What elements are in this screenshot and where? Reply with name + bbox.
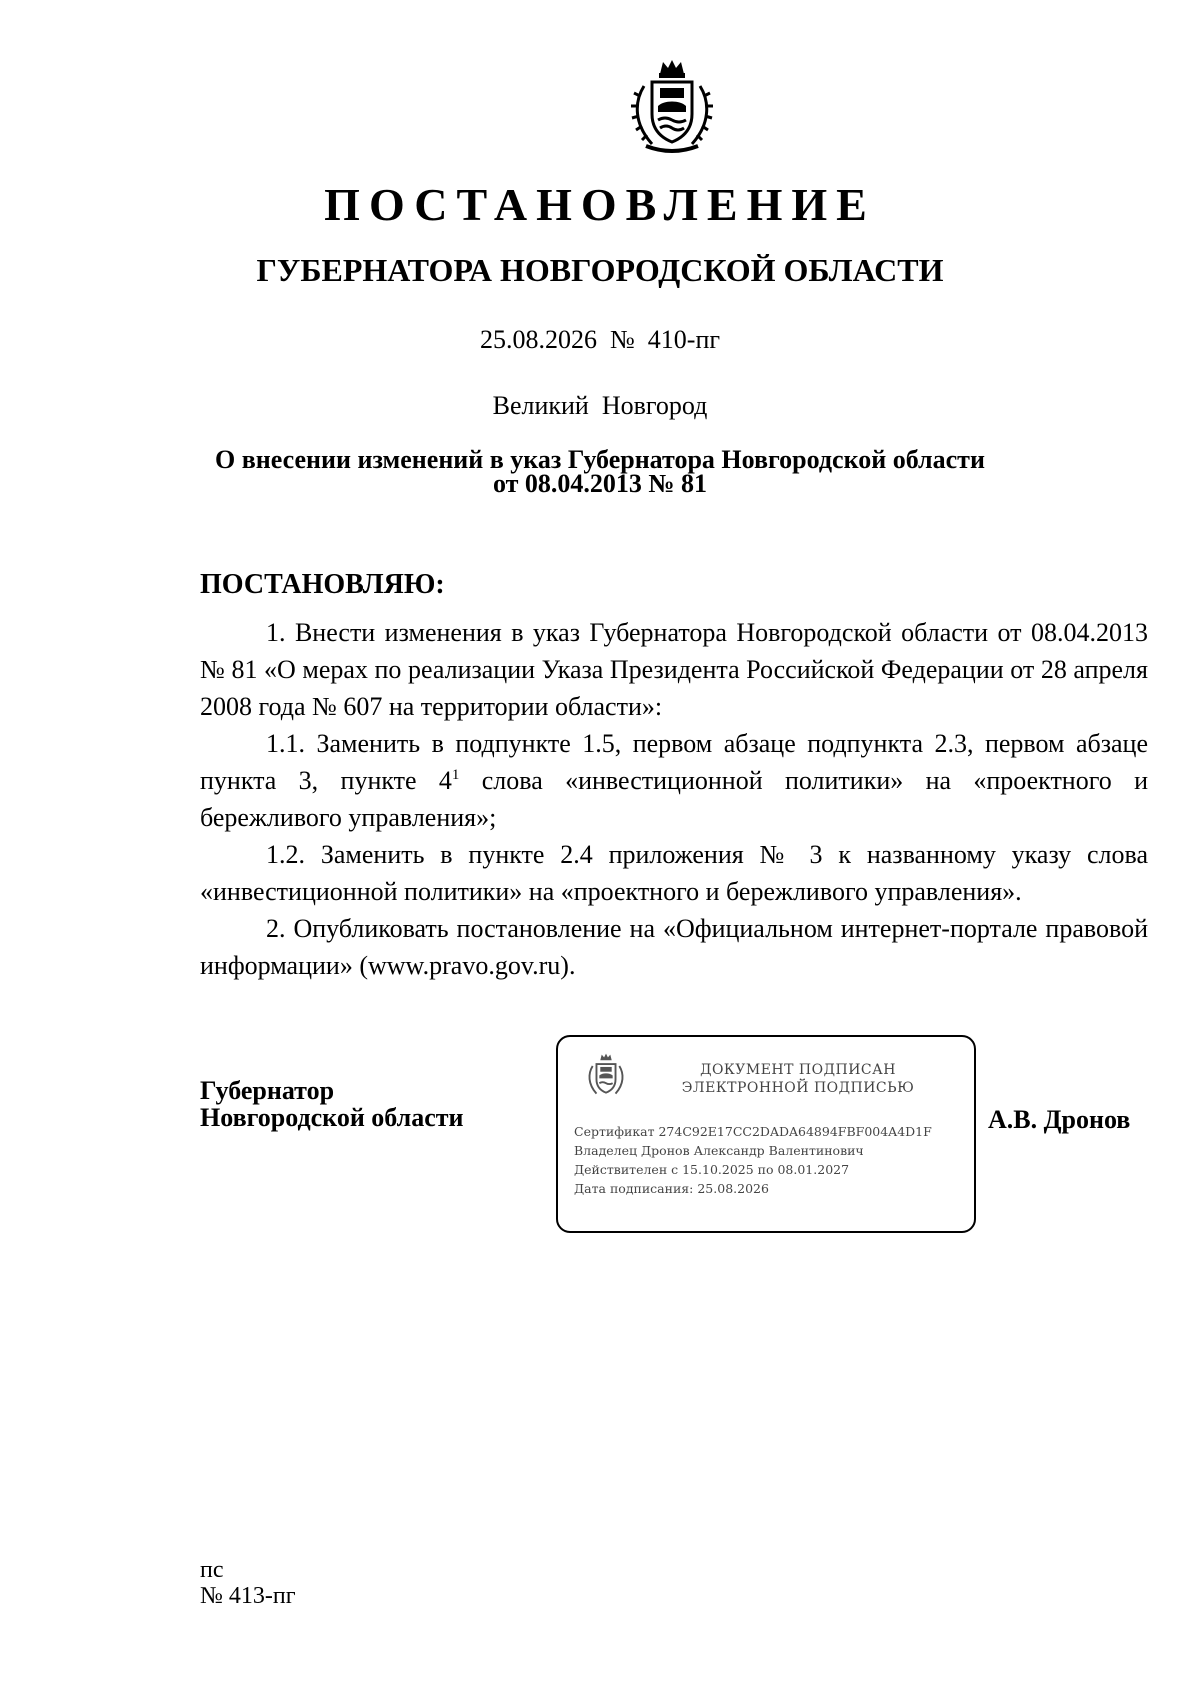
- stamp-certificate: Сертификат 274C92E17CC2DADA64894FBF004A4D1F: [574, 1124, 932, 1139]
- stamp-heading: [658, 1061, 938, 1097]
- stamp-validity: Действителен с 15.10.2025 по 08.01.2027: [574, 1162, 850, 1177]
- subject-line-2: от 08.04.2013 № 81: [492, 469, 708, 498]
- paragraph-1-1: [200, 725, 1148, 836]
- number-sign: №: [609, 325, 635, 354]
- document-type-title: ПОСТАНОВЛЕНИЕ: [324, 179, 876, 230]
- signatory-title-line-1: Губернатор: [200, 1076, 335, 1105]
- resolve-label: ПОСТАНОВЛЯЮ:: [200, 569, 445, 600]
- issuer-title: ГУБЕРНАТОРА НОВГОРОДСКОЙ ОБЛАСТИ: [256, 252, 944, 288]
- stamp-heading-line-2: ЭЛЕКТРОННОЙ ПОДПИСЬЮ: [681, 1080, 915, 1096]
- stamp-details: [574, 1122, 932, 1198]
- stamp-owner: Владелец Дронов Александр Валентинович: [574, 1143, 864, 1158]
- paragraph-1-1-text-a: 1.1. Заменить в подпункте 1.5, первом абзаце подпункта 2.3, первом абзаце пункта 3, пункте 4: [200, 729, 1148, 795]
- paragraph-1-1-text-b: слова «инвестиционной политики» на «проектного и бережливого управления»;: [200, 766, 1148, 832]
- city: Великий Новгород: [492, 391, 708, 420]
- stamp-signed-date: Дата подписания: 25.08.2026: [574, 1181, 769, 1196]
- stamp-heading-line-1: ДОКУМЕНТ ПОДПИСАН: [700, 1062, 896, 1078]
- signatory-title-line-2: Новгородской области: [200, 1103, 464, 1132]
- footer-mark: пс: [200, 1557, 224, 1583]
- signatory-title: [200, 1077, 464, 1131]
- date-and-number: [0, 324, 1200, 356]
- paragraph-1-2: 1.2. Заменить в пункте 2.4 приложения № 3 к названному указу слова «инвестиционной политики» на «проектного и бережливого управления».: [200, 840, 1148, 906]
- electronic-signature-stamp: [556, 1035, 976, 1233]
- paragraph-1-1-superscript: 1: [451, 767, 460, 783]
- document-date: 25.08.2026: [479, 325, 597, 354]
- signatory-name: А.В. Дронов: [988, 1105, 1131, 1134]
- stamp-coat-of-arms-icon: [586, 1050, 626, 1102]
- footer-number: № 413-пг: [200, 1583, 296, 1609]
- paragraph-1: 1. Внести изменения в указ Губернатора Новгородской области от 08.04.2013 № 81 «О мерах по реализации Указа Президента Российской Федерации от 28 апреля 2008 года № 607 на территории области»:: [200, 618, 1148, 721]
- subject-line-1: О внесении изменений в указ Губернатора Новгородской области: [215, 445, 985, 474]
- coat-of-arms-icon: [630, 58, 714, 156]
- body-text: [200, 614, 1148, 984]
- document-number: 410-пг: [647, 325, 721, 354]
- document-subject: [0, 445, 1200, 498]
- paragraph-2: 2. Опубликовать постановление на «Официальном интернет-портале правовой информации» (www.pravo.gov.ru).: [200, 914, 1148, 980]
- footer-registration: [200, 1557, 296, 1609]
